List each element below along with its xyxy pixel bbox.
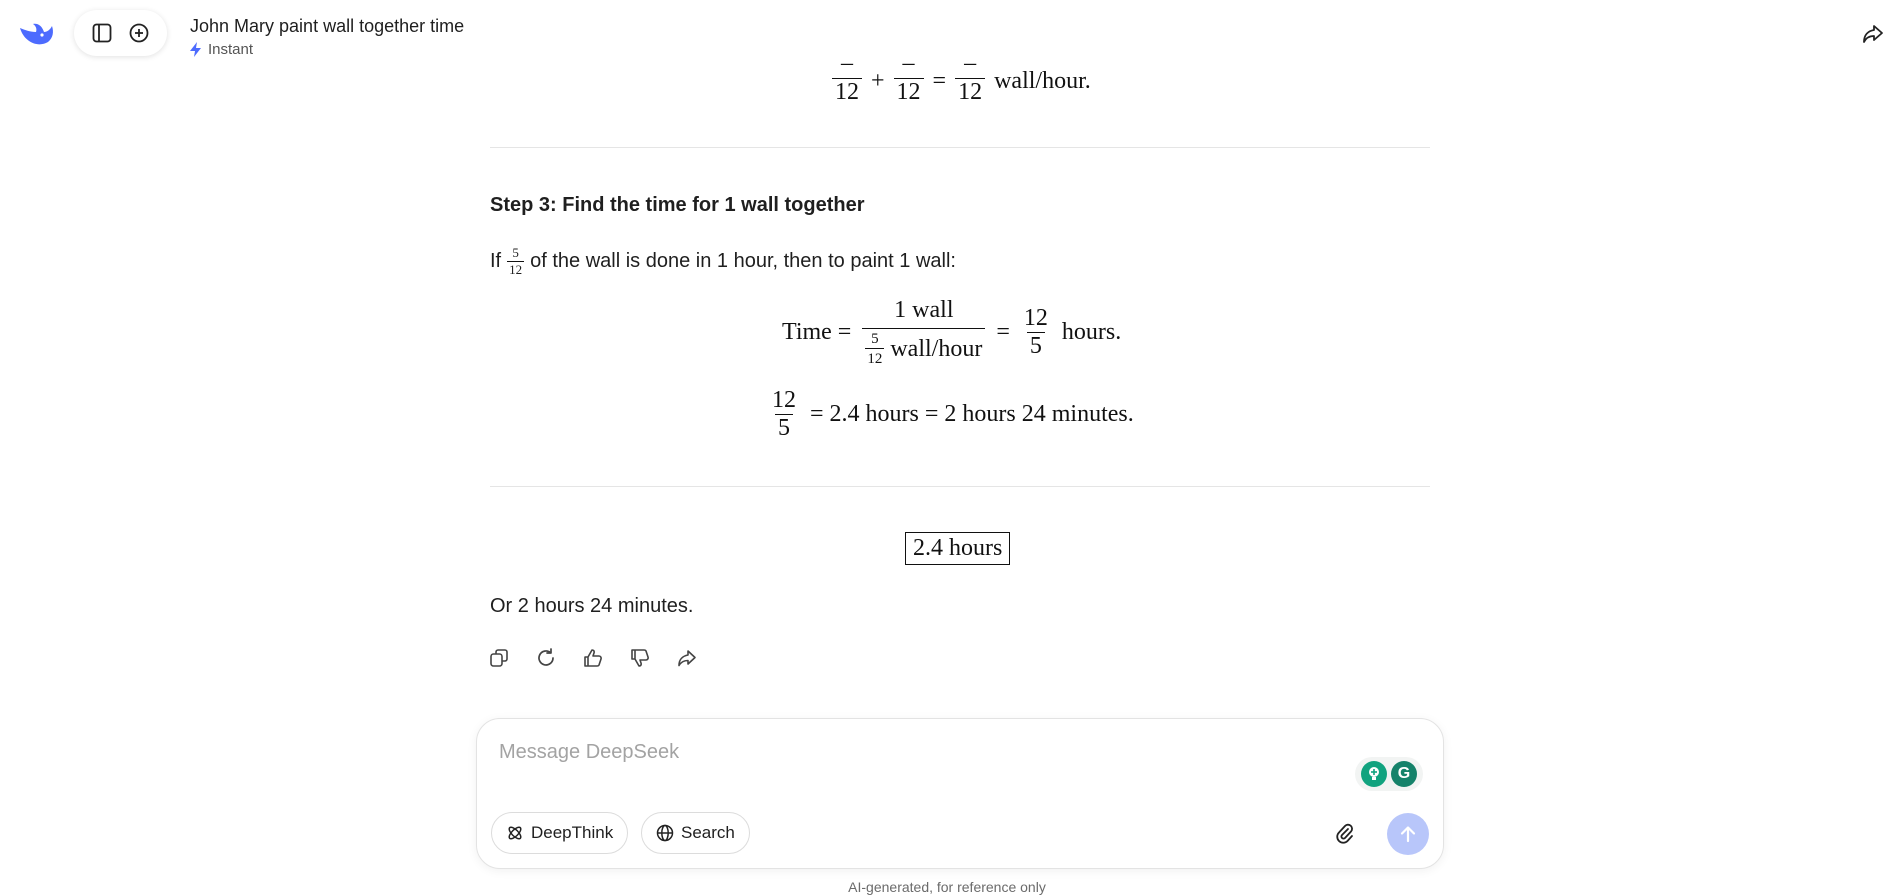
divider bbox=[490, 486, 1430, 487]
para-text: of the wall is done in 1 hour, then to paint 1 wall: bbox=[530, 250, 956, 272]
inline-fraction bbox=[507, 245, 524, 278]
equation-time bbox=[782, 297, 1121, 368]
para-text: If bbox=[490, 250, 502, 272]
arrow-up-icon bbox=[1398, 824, 1418, 844]
equals-sign: = bbox=[932, 67, 947, 94]
frac-num: 5 bbox=[871, 331, 879, 347]
globe-icon bbox=[656, 824, 674, 842]
fraction: $\frac{-}{12}$ bbox=[894, 56, 924, 106]
thumbs-up-icon[interactable] bbox=[581, 646, 605, 670]
grammarly-widget[interactable] bbox=[1355, 757, 1423, 791]
chat-title: John Mary paint wall together time bbox=[190, 16, 465, 36]
deepseek-logo[interactable] bbox=[18, 16, 56, 50]
equation-text: = 2.4 hours = 2 hours 24 minutes. bbox=[810, 401, 1134, 427]
equation-convert bbox=[766, 387, 1134, 442]
search-button[interactable] bbox=[641, 812, 750, 854]
fraction bbox=[1021, 305, 1051, 360]
frac-den: 12 bbox=[509, 262, 523, 277]
grammarly-bulb-icon[interactable] bbox=[1361, 761, 1387, 787]
equals-sign: = bbox=[996, 319, 1010, 345]
disclaimer-footer: AI-generated, for reference only bbox=[848, 879, 1046, 895]
frac-den: 5 bbox=[775, 414, 793, 442]
copy-icon[interactable] bbox=[487, 646, 511, 670]
message-input[interactable]: Message DeepSeek bbox=[499, 741, 680, 763]
fraction bbox=[862, 297, 985, 368]
frac-den: 5 bbox=[1027, 332, 1045, 360]
deepthink-button[interactable] bbox=[491, 812, 628, 854]
divider bbox=[490, 147, 1430, 148]
message-composer bbox=[476, 718, 1444, 869]
share-message-icon[interactable] bbox=[675, 646, 699, 670]
step-heading: Step 3: Find the time for 1 wall together bbox=[490, 194, 865, 216]
message-actions bbox=[487, 646, 699, 670]
header-controls bbox=[74, 10, 167, 56]
frac-num: 5 bbox=[512, 245, 519, 260]
share-icon[interactable] bbox=[1860, 21, 1886, 47]
fraction: $\frac{-}{12}$ bbox=[955, 56, 985, 106]
thumbs-down-icon[interactable] bbox=[628, 646, 652, 670]
mode-label: Instant bbox=[208, 41, 254, 58]
fraction bbox=[769, 387, 799, 442]
step-paragraph bbox=[490, 245, 956, 278]
fraction: $\frac{-}{12}$ bbox=[832, 56, 862, 106]
grammarly-g-icon[interactable]: G bbox=[1391, 761, 1417, 787]
frac-num: 12 bbox=[772, 387, 796, 413]
lhs-text: Time = bbox=[782, 319, 852, 345]
frac-den: 12 bbox=[865, 348, 884, 368]
unit-text: wall/hour. bbox=[994, 67, 1091, 94]
frac-den bbox=[862, 328, 985, 368]
frac-num: 12 bbox=[1023, 305, 1048, 331]
frac-num: 1 wall bbox=[894, 297, 954, 323]
deepthink-label: DeepThink bbox=[531, 823, 614, 842]
equation-sum-rates bbox=[829, 56, 1091, 106]
attach-icon[interactable] bbox=[1333, 822, 1357, 846]
mode-indicator bbox=[190, 41, 253, 58]
unit-text: wall/hour bbox=[890, 336, 983, 362]
boxed-answer: 2.4 hours bbox=[905, 532, 1010, 565]
search-label: Search bbox=[681, 823, 735, 842]
new-chat-icon[interactable] bbox=[127, 21, 151, 45]
lightning-icon bbox=[190, 42, 202, 57]
inline-fraction bbox=[865, 331, 884, 368]
closing-paragraph: Or 2 hours 24 minutes. bbox=[490, 595, 694, 617]
sidebar-toggle-icon[interactable] bbox=[90, 21, 114, 45]
unit-text: hours. bbox=[1061, 319, 1122, 345]
send-button[interactable] bbox=[1387, 813, 1429, 855]
regenerate-icon[interactable] bbox=[534, 646, 558, 670]
deepthink-icon bbox=[506, 824, 524, 842]
plus-sign: + bbox=[871, 67, 885, 94]
